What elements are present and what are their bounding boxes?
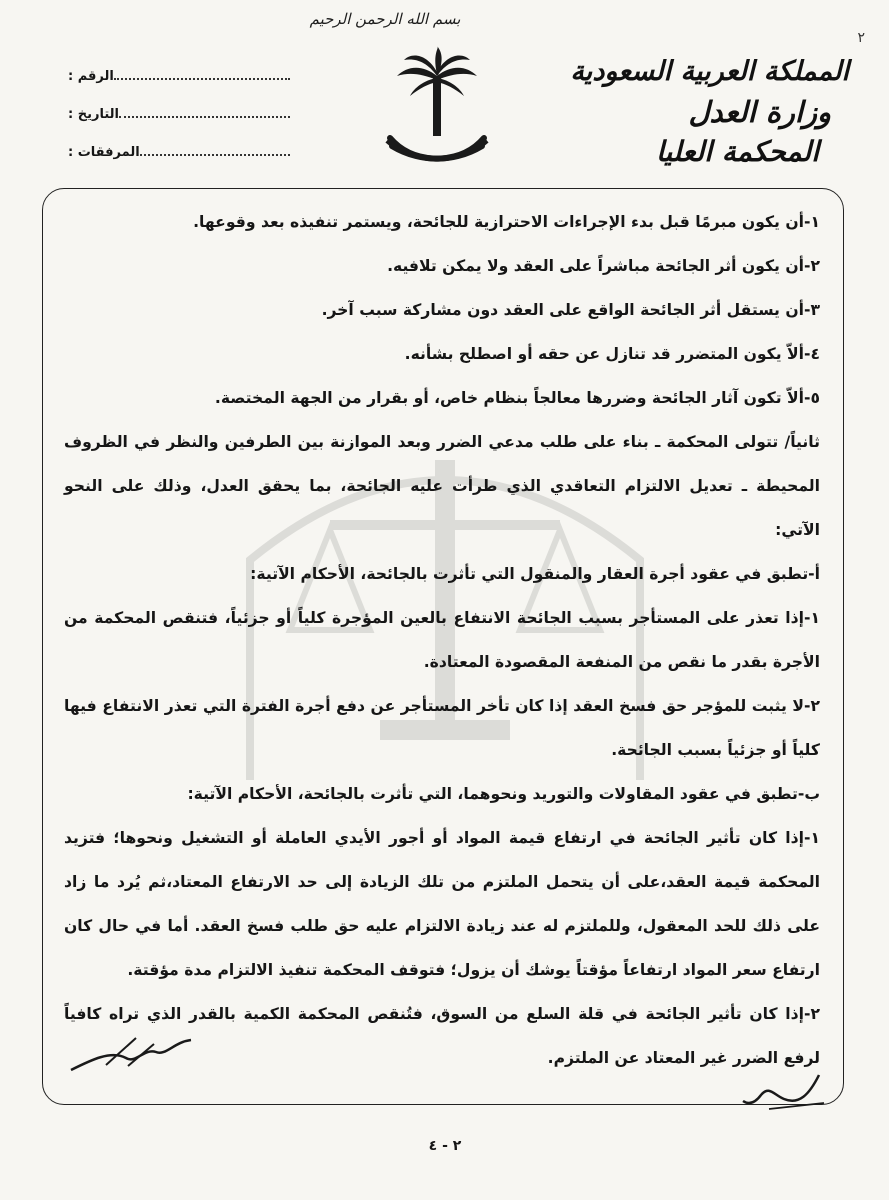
field-date-line	[119, 104, 290, 118]
basmala: بسم الله الرحمن الرحيم	[309, 10, 461, 28]
paragraph-second: ثانياً/ تتولى المحكمة ـ بناء على طلب مدعي الضرر وبعد الموازنة بين الطرفين والنظر في الظروف المحيطة ـ تعديل الالتزام التعاقدي الذي طرأت عليه الجائحة، بما يحقق العدل، وذلك على النحو الآتي:	[64, 433, 820, 539]
field-attachments-line	[140, 142, 290, 156]
corner-mark: ٢	[857, 30, 865, 46]
kingdom-title: المملكة العربية السعودية	[570, 56, 849, 87]
paragraph-condition-4: ٤-ألاّ يكون المتضرر قد تنازل عن حقه أو اصطلح بشأنه.	[404, 345, 820, 363]
paragraph-section-a: أ-تطبق في عقود أجرة العقار والمنقول التي تأثرت بالجائحة، الأحكام الآتية:	[250, 565, 820, 583]
court-title: المحكمة العليا	[655, 135, 819, 168]
paragraph-section-b: ب-تطبق في عقود المقاولات والتوريد ونحوهما، التي تأثرت بالجائحة، الأحكام الآتية:	[187, 785, 820, 803]
signature-right	[739, 1065, 829, 1115]
field-date	[60, 104, 290, 142]
field-attachments	[60, 142, 290, 180]
paragraph-condition-2: ٢-أن يكون أثر الجائحة مباشراً على العقد ولا يمكن تلافيه.	[387, 257, 820, 275]
paragraph-condition-5: ٥-ألاّ تكون آثار الجائحة وضررها معالجاً بنظام خاص، أو بقرار من الجهة المختصة.	[214, 389, 820, 407]
field-attachments-label: المرفقات :	[68, 145, 140, 160]
field-date-label: التاريخ :	[68, 107, 119, 122]
reference-fields	[60, 66, 290, 180]
paragraph-condition-3: ٣-أن يستقل أثر الجائحة الواقع على العقد دون مشاركة سبب آخر.	[321, 301, 820, 319]
ministry-heading	[549, 52, 849, 182]
paragraph-a-1: ١-إذا تعذر على المستأجر بسبب الجائحة الانتفاع بالعين المؤجرة كلياً أو جزئياً، فتنقص المحكمة من الأجرة بقدر ما نقص من المنفعة المقصودة المعتادة.	[64, 609, 820, 671]
document-body	[64, 200, 820, 1080]
field-number	[60, 66, 290, 104]
field-number-line	[114, 66, 290, 80]
paragraph-a-2: ٢-لا يثبت للمؤجر حق فسخ العقد إذا كان تأخر المستأجر عن دفع أجرة الفترة التي تعذر الانتفاع فيها كلياً أو جزئياً بسبب الجائحة.	[64, 697, 820, 759]
paragraph-condition-1: ١-أن يكون مبرمًا قبل بدء الإجراءات الاحترازية للجائحة، ويستمر تنفيذه بعد وقوعها.	[193, 213, 820, 231]
field-number-label: الرقم :	[68, 69, 114, 84]
page-number: ٢ - ٤	[428, 1138, 462, 1154]
paragraph-b-2: ٢-إذا كان تأثير الجائحة في قلة السلع من السوق، فتُنقص المحكمة الكمية بالقدر الذي تراه كافياً لرفع الضرر غير المعتاد عن الملتزم.	[64, 1005, 820, 1067]
saudi-emblem-icon	[382, 46, 492, 176]
ministry-title: وزارة العدل	[688, 95, 831, 129]
paragraph-b-1: ١-إذا كان تأثير الجائحة في ارتفاع قيمة المواد أو أجور الأيدي العاملة أو التشغيل ونحوها؛ فتزيد المحكمة قيمة العقد،على أن يتحمل الملتزم من تلك الزيادة إلى حد الارتفاع المعتاد،ثم يُرد ما زاد على ذلك للحد المعقول، وللملتزم له عند زيادة الالتزام عليه حق طلب فسخ العقد. أما في حال كان ارتفاع سعر المواد ارتفاعاً مؤقتاً يوشك أن يزول؛ فتوقف المحكمة تنفيذ الالتزام مدة مؤقتة.	[64, 829, 820, 979]
signature-left	[66, 1030, 196, 1078]
